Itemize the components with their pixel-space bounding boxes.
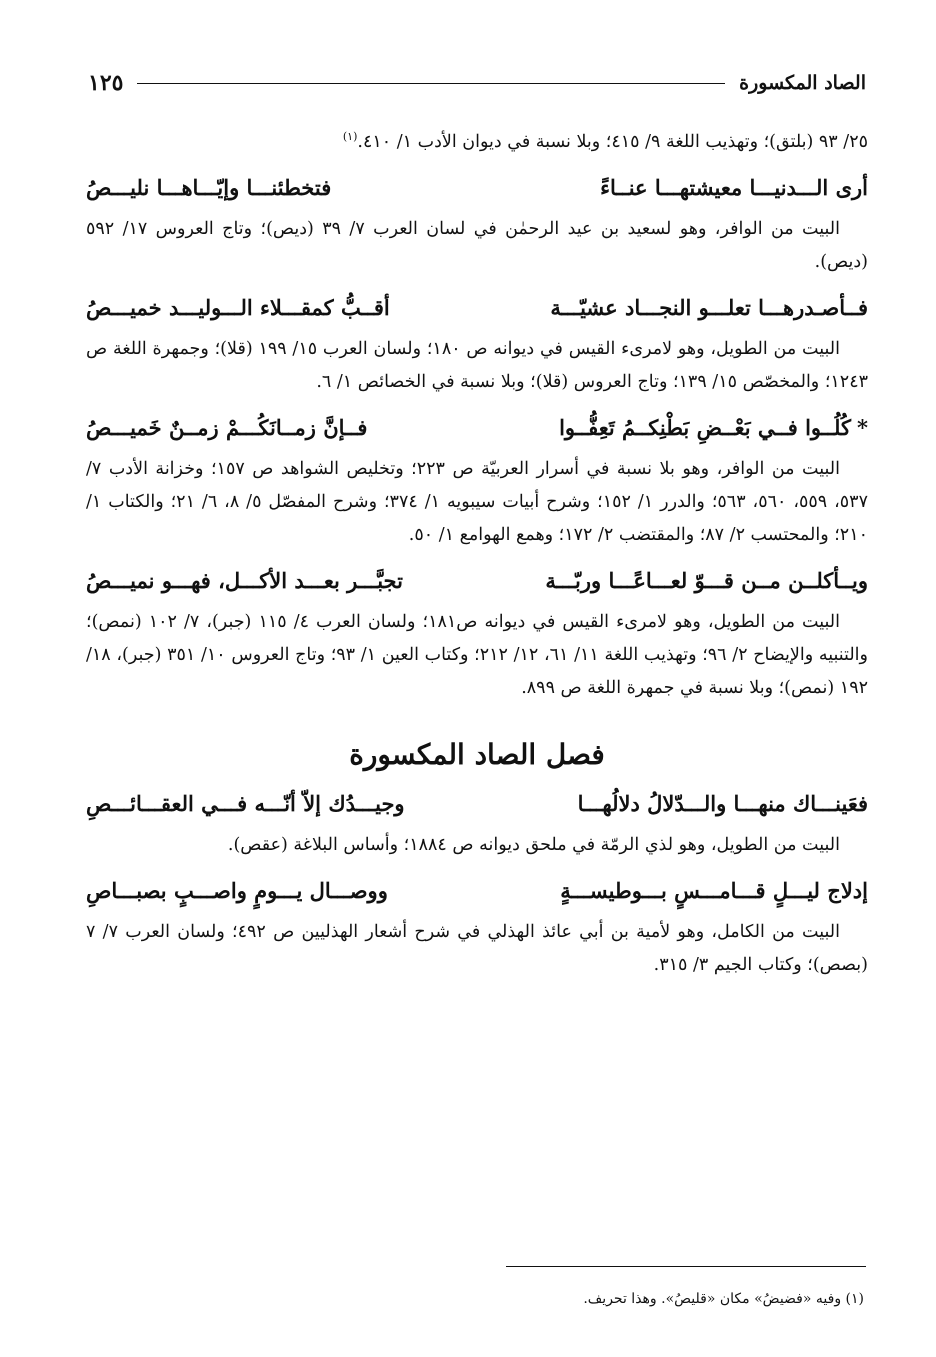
verse-line xyxy=(86,293,868,323)
verse-first-hemistich: فــأصـدرهـــا تعلـــو النجـــاد عشيّـــة xyxy=(550,294,868,320)
running-head xyxy=(88,66,866,100)
verse-line xyxy=(86,413,868,443)
page-number: ١٢٥ xyxy=(88,70,124,96)
verse-note: البيت من الطويل، وهو لذي الرمّة في ملحق ديوانه ص ١٨٨٤؛ وأساس البلاغة (عقص). xyxy=(227,834,840,855)
verse-note: البيت من الوافر، وهو بلا نسبة في أسرار العربيّة ص ٢٢٣؛ وتخليص الشواهد ص ١٥٧؛ وخزانة الأدب ٧/ ٥٣٧، ٥٥٩، ٥٦٠، ٥٦٣؛ والدرر ١/ ١٥٢؛ وشرح أبيات سيبويه ١/ ٣٧٤؛ وشرح المفصّل ٥/ ٨، ٦/ ٢١؛ والكتاب ١/ ٢١٠؛ والمحتسب ٢/ ٨٧؛ والمقتضب ٢/ ١٧٢؛ وهمع الهوامع ١/ ٥٠. xyxy=(86,458,868,545)
header-rule xyxy=(137,83,725,84)
verse-first-hemistich: ويــأكلــن مــن قـــوّ لعـــاعًـــا وربّـــة xyxy=(545,567,868,593)
verse-first-hemistich: أرى الـــدنيـــا معيشتهـــا عنــاءً xyxy=(600,174,868,200)
verse-line xyxy=(86,789,868,819)
verse-second-hemistich: أقــبُّ كمقـــلاء الـــوليـــد خميـــصُ xyxy=(86,294,390,320)
star-marker: * xyxy=(857,414,868,440)
verse-line xyxy=(86,566,868,596)
verse-first-hemistich: فعَينـــاك منهـــا والـــدّلالُ دلالُهـــا xyxy=(577,790,868,816)
verse-second-hemistich: ووصـــال يـــومٍ واصـــبٍ بصبـــاصِ xyxy=(86,877,388,903)
verse-line xyxy=(86,876,868,906)
verse-note: البيت من الوافر، وهو لسعيد بن عيد الرحمٰن في لسان العرب ٧/ ٣٩ (ديص)؛ وتاج العروس ١٧/ ٥٩٢ (ديص). xyxy=(86,218,868,272)
intro-text: ٢٥/ ٩٣ (بلتق)؛ وتهذيب اللغة ٩/ ٤١٥؛ وبلا نسبة في ديوان الأدب ١/ ٤١٠. xyxy=(357,131,868,152)
verse-second-hemistich: وجيـــدُك إلاّ أنّـــه فـــي العقـــائـــصِ xyxy=(86,790,405,816)
verse-note: البيت من الطويل، وهو لامرىء القيس في ديوانه ص١٨١؛ ولسان العرب ٤/ ١١٥ (جبر)، ٧/ ١٠٢ (نمص)؛ والتنبيه والإيضاح ٢/ ٩٦؛ وتهذيب اللغة ١١/ ٦١، ١٢/ ٢١٢؛ وكتاب العين ١/ ٩٣؛ وتاج العروس ١٠/ ٣٥١ (جبر)، ١٨/ ١٩٢ (نمص)؛ وبلا نسبة في جمهرة اللغة ص ٨٩٩. xyxy=(86,611,868,698)
intro-line xyxy=(86,120,868,159)
verse-first-hemistich: إدلاج ليـــلٍ قـــامـــسٍ بـــوطيســـةٍ xyxy=(560,877,868,903)
page-body xyxy=(86,120,868,982)
footnote: (١) وفيه «فضيضُ» مكان «قليصُ». وهذا تحريف. xyxy=(583,1291,864,1307)
verse-second-hemistich: تجبَّـــر بعـــد الأكـــل، فهـــو نميـــصُ xyxy=(86,567,403,593)
running-head-title: الصاد المكسورة xyxy=(739,72,866,94)
verse-note: البيت من الكامل، وهو لأمية بن أبي عائذ الهذلي في شرح أشعار الهذليين ص ٤٩٢؛ ولسان العرب ٧/ ٧ (بصص)؛ وكتاب الجيم ٣/ ٣١٥. xyxy=(86,921,868,975)
verse-second-hemistich: فــإنَّ زمــانَكُـــمْ زمــنٌ خَميـــصُ xyxy=(86,414,368,440)
verse-line xyxy=(86,173,868,203)
verse-note: البيت من الطويل، وهو لامرىء القيس في ديوانه ص ١٨٠؛ ولسان العرب ١٥/ ١٩٩ (قلا)؛ وجمهرة اللغة ص ١٢٤٣؛ والمخصّص ١٥/ ١٣٩؛ وتاج العروس (قلا)؛ وبلا نسبة في الخصائص ١/ ٦. xyxy=(86,338,868,392)
footnote-marker: (١) xyxy=(342,130,358,143)
verse-first-hemistich xyxy=(559,413,868,443)
section-heading: فصل الصاد المكسورة xyxy=(349,737,605,771)
verse-first-hemistich-text: كُلُــوا فــي بَعْــضِ بَطْنِكــمُ تَعِفُّــوا xyxy=(559,414,852,440)
footnote-rule xyxy=(506,1266,866,1267)
verse-second-hemistich: فتخطئنـــا وإيّـــاهـــا نليـــصُ xyxy=(86,174,332,200)
